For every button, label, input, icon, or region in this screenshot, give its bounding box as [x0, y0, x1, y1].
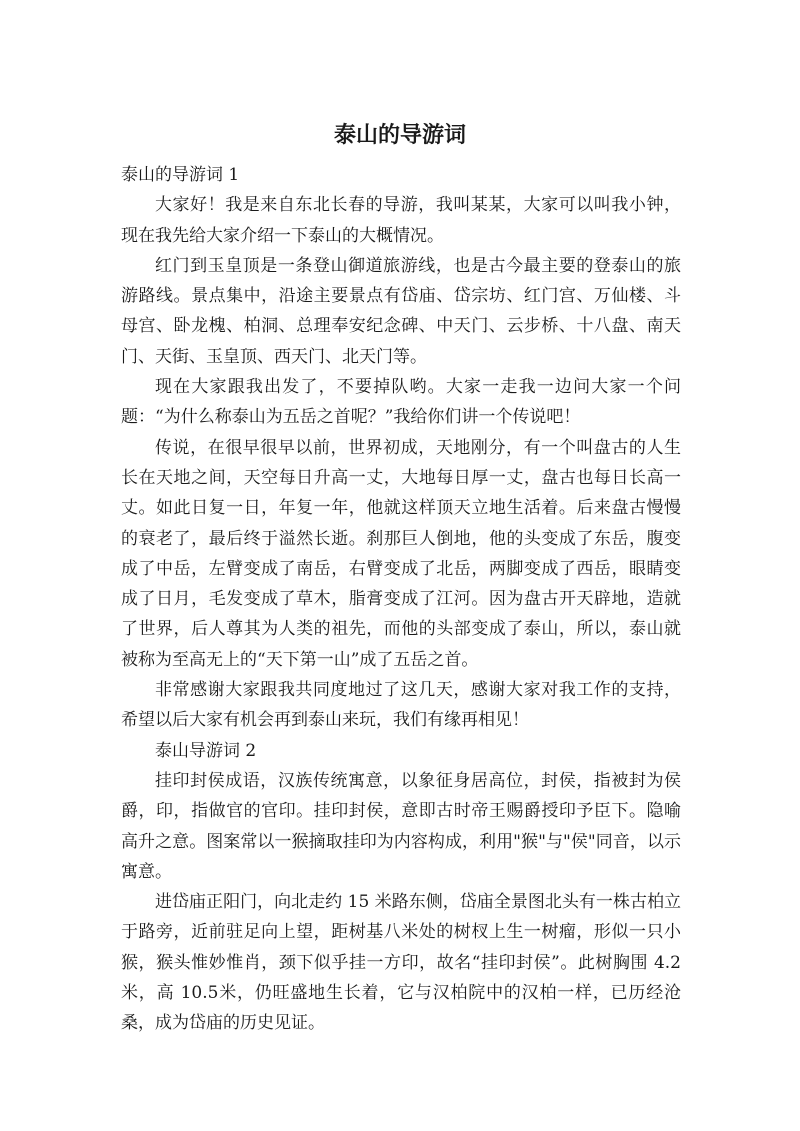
paragraph-legend: 传说，在很早很早以前，世界初成，天地刚分，有一个叫盘古的人生长在天地之间，天空每日升高一丈，大地每日厚一丈，盘古也每日长高一丈。如此日复一日，年复一年，他就这样顶天立地生活着。后来盘古慢慢的衰老了，最后终于溢然长逝。刹那巨人倒地，他的头变成了东岳，腹变成了中岳，左臂变成了南岳，右臂变成了北岳，两脚变成了西岳，眼睛变成了日月，毛发变成了草木，脂膏变成了江河。因为盘古开天辟地，造就了世界，后人尊其为人类的祖先，而他的头部变成了泰山，所以，泰山就被称为至高无上的“天下第一山”成了五岳之首。	[121, 437, 681, 670]
paragraph-idiom: 挂印封侯成语，汉族传统寓意，以象征身居高位，封侯，指被封为侯爵，印，指做官的官印。挂印封侯，意即古时帝王赐爵授印予臣下。隐喻高升之意。图案常以一猴摘取挂印为内容构成，利用"猴"与"侯"同音，以示寓意。	[121, 770, 681, 882]
paragraph-question: 现在大家跟我出发了，不要掉队哟。大家一走我一边问大家一个问题：“为什么称泰山为五岳之首呢？”我给你们讲一个传说吧！	[121, 377, 681, 428]
section-heading-1: 泰山的导游词 1	[121, 165, 240, 185]
paragraph-farewell: 非常感谢大家跟我共同度地过了这几天，感谢大家对我工作的支持，希望以后大家有机会再到泰山来玩，我们有缘再相见！	[121, 680, 681, 731]
document-body	[121, 160, 681, 1039]
paragraph-route: 红门到玉皇顶是一条登山御道旅游线，也是古今最主要的登泰山的旅游路线。景点集中，沿途主要景点有岱庙、岱宗坊、红门宫、万仙楼、斗母宫、卧龙槐、柏洞、总理奉安纪念碑、中天门、云步桥、十八盘、南天门、天街、玉皇顶、西天门、北天门等。	[121, 255, 681, 367]
section-heading-2: 泰山导游词 2	[155, 740, 257, 761]
paragraph-cypress: 进岱庙正阳门，向北走约 15 米路东侧，岱庙全景图北头有一株古柏立于路旁，近前驻足向上望，距树基八米处的树杈上生一树瘤，形似一只小猴，猴头惟妙惟肖，颈下似乎挂一方印，故名“挂印封侯”。此树胸围 4.2 米，高 10.5米，仍旺盛地生长着，它与汉柏院中的汉柏一样，已历经沧桑，成为岱庙的历史见证。	[121, 892, 681, 1034]
paragraph-greeting: 大家好！我是来自东北长春的导游，我叫某某，大家可以叫我小钟，现在我先给大家介绍一下泰山的大概情况。	[121, 195, 681, 246]
document-title: 泰山的导游词	[333, 123, 466, 148]
